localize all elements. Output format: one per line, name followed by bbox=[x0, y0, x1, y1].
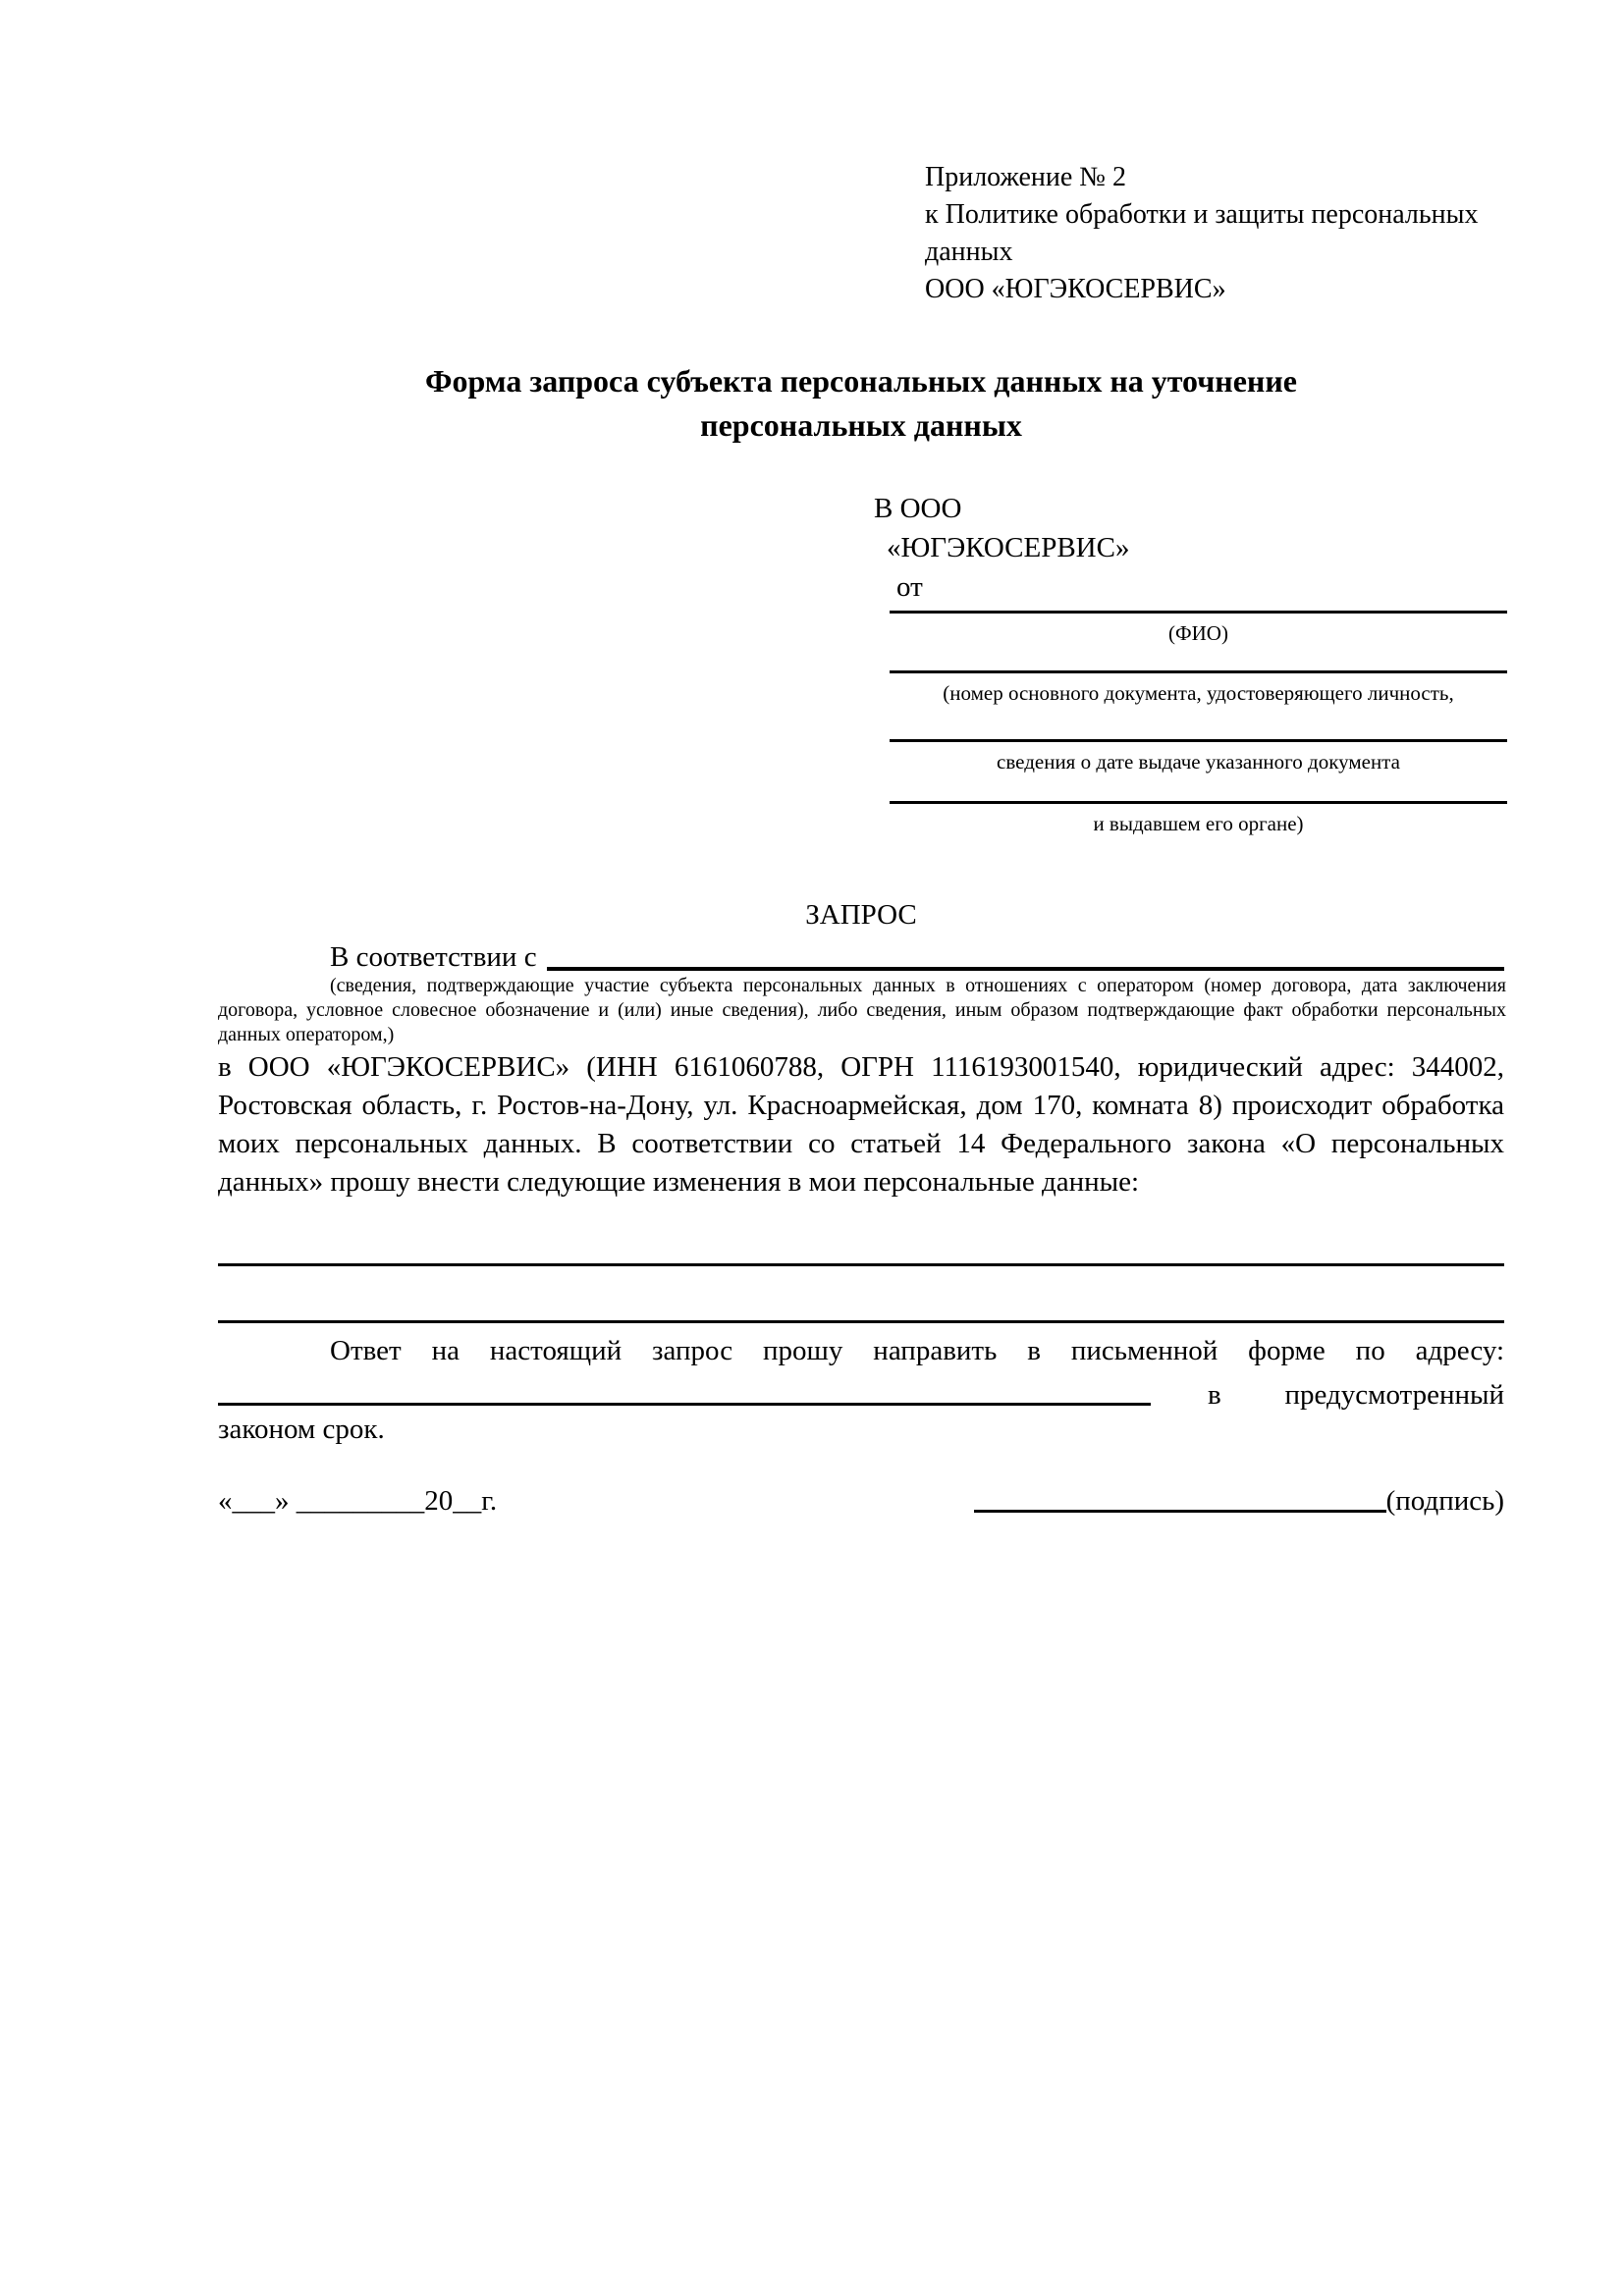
reply-word-predusmotrenny: предусмотренный bbox=[1284, 1379, 1504, 1411]
intro-prefix: В соответствии с bbox=[330, 941, 537, 973]
date-blank: «___» _________20__г. bbox=[218, 1485, 498, 1517]
issue-date-caption: сведения о дате выдаче указанного документа bbox=[997, 750, 1400, 774]
addressee-company-name: «ЮГЭКОСЕРВИС» bbox=[887, 532, 1130, 563]
fill-line-signature bbox=[974, 1510, 1386, 1513]
document-title bbox=[218, 359, 1504, 448]
reply-tail bbox=[1151, 1379, 1504, 1412]
document-title-line1: Форма запроса субъекта персональных данных на уточнение bbox=[425, 363, 1297, 399]
document-title-line2: персональных данных bbox=[700, 407, 1022, 443]
request-heading: ЗАПРОС bbox=[805, 899, 917, 931]
signature-caption: (подпись) bbox=[1385, 1485, 1504, 1517]
addressee-block bbox=[874, 489, 1502, 607]
fill-line-fio bbox=[890, 611, 1507, 614]
fill-line-issuing-authority bbox=[890, 801, 1507, 804]
fill-line-relation-details bbox=[547, 938, 1504, 971]
fio-caption: (ФИО) bbox=[1168, 621, 1228, 645]
reply-address-row bbox=[218, 1370, 1504, 1412]
appendix-header-line: ООО «ЮГЭКОСЕРВИС» bbox=[925, 274, 1226, 304]
reply-sentence: Ответ на настоящий запрос прошу направить в письменной форме по адресу: bbox=[330, 1335, 1504, 1366]
date-signature-row bbox=[218, 1482, 1504, 1520]
document-number-caption: (номер основного документа, удостоверяющего личность, bbox=[943, 681, 1454, 705]
reply-word-v: в bbox=[1208, 1379, 1221, 1411]
fill-line-address bbox=[218, 1403, 1151, 1406]
fill-line-changes-1 bbox=[218, 1263, 1504, 1266]
fill-line-issue-date bbox=[890, 739, 1507, 742]
signature-group bbox=[974, 1482, 1504, 1520]
appendix-header bbox=[925, 159, 1514, 308]
footnote-text: (сведения, подтверждающие участие субъекта персональных данных в отношениях с оператором (номер договора, дата заключения договора, условное словесное обозначение и (или) иные сведения), либо сведения, иным образом подтверждающие факт обработки персональных данных оператором,) bbox=[218, 975, 1506, 1045]
appendix-header-line: данных bbox=[925, 237, 1013, 267]
addressee-from-label: от bbox=[896, 571, 923, 603]
fill-line-document-number bbox=[890, 670, 1507, 673]
fill-line-changes-2 bbox=[218, 1320, 1504, 1323]
addressee-company-prefix: В ООО bbox=[874, 493, 962, 524]
reply-closing: законом срок. bbox=[218, 1414, 385, 1445]
issuing-authority-caption: и выдавшем его органе) bbox=[1093, 812, 1304, 835]
intro-row bbox=[218, 938, 1504, 976]
body-paragraph: в ООО «ЮГЭКОСЕРВИС» (ИНН 6161060788, ОГРН 1116193001540, юридический адрес: 344002, Ростовская область, г. Ростов-на-Дону, ул. Красноармейская, дом 170, комната 8) происходит обработка моих персональных данных. В соответствии со статьей 14 Федерального закона «О персональных данных» прошу внести следующие изменения в мои персональные данные: bbox=[218, 1051, 1504, 1198]
appendix-header-line: Приложение № 2 bbox=[925, 162, 1126, 192]
appendix-header-line: к Политике обработки и защиты персональных bbox=[925, 199, 1479, 230]
